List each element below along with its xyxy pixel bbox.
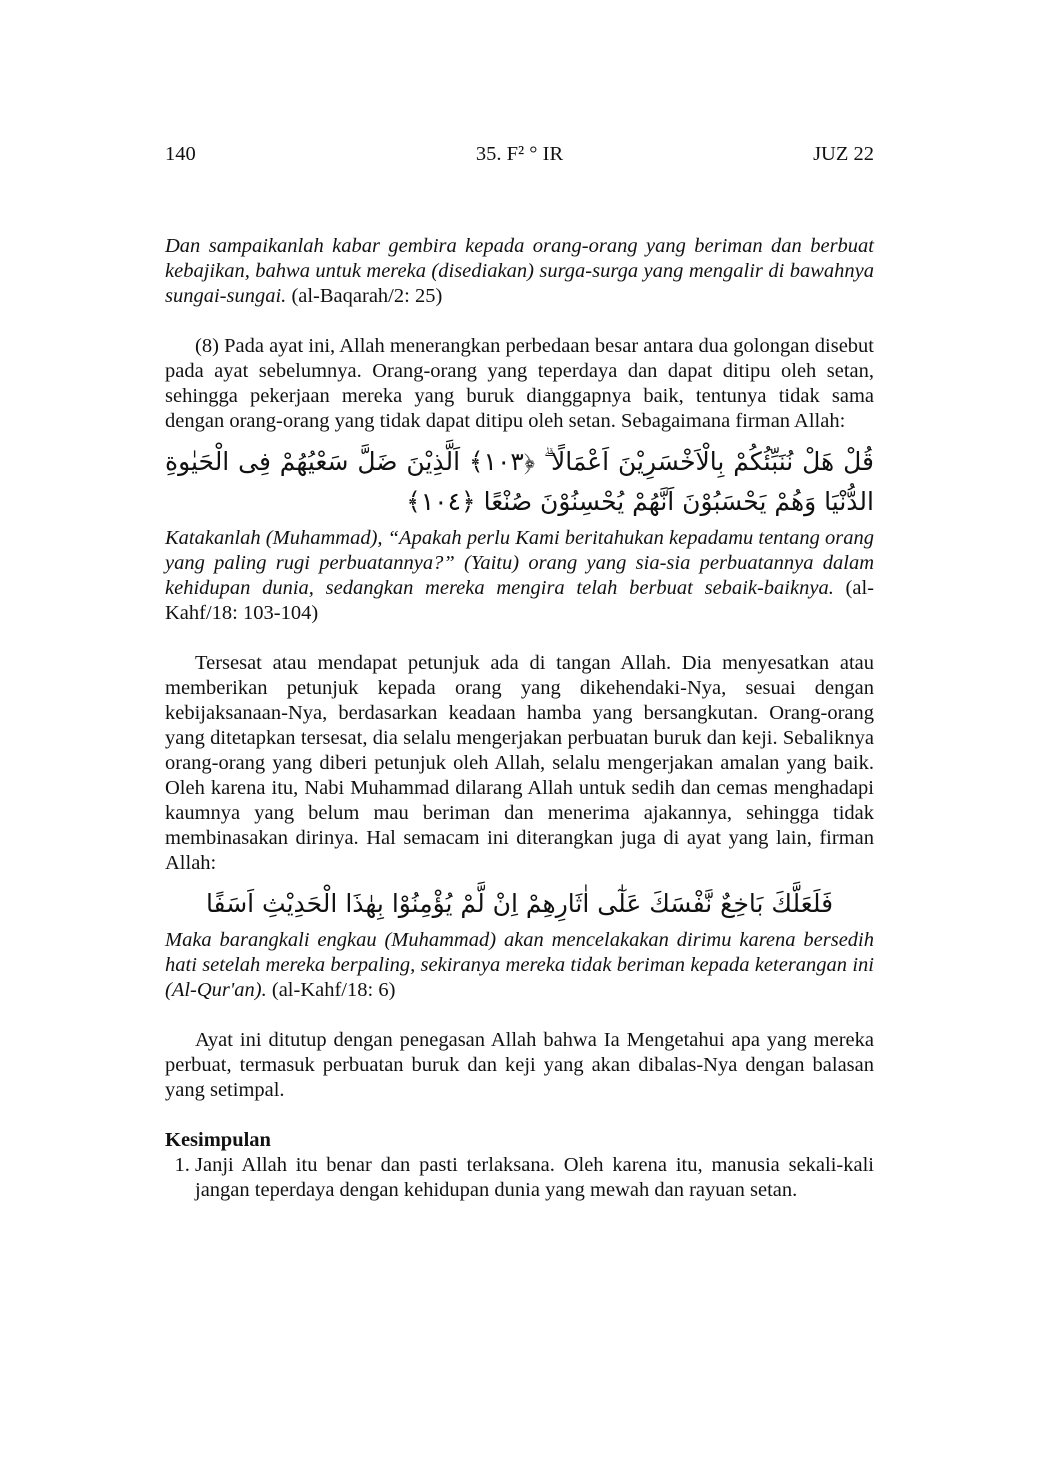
quote-text: Maka barangkali engkau (Muhammad) akan mencelakakan dirimu karena bersedih hati setelah mereka berpaling, sekiranya mereka tidak beriman kepada keterangan ini (Al-Qur'an). bbox=[165, 929, 874, 1001]
paragraph: Tersesat atau mendapat petunjuk ada di tangan Allah. Dia menyesatkan atau memberikan petunjuk kepada orang yang dikehendaki-Nya, sesuai dengan kebijaksanaan-Nya, berdasarkan keadaan hamba yang bersangkutan. Orang-orang yang ditetapkan tersesat, dia selalu mengerjakan perbuatan buruk dan keji. Sebaliknya orang-orang yang diberi petunjuk oleh Allah, selalu mengerjakan amalan yang baik. Oleh karena itu, Nabi Muhammad dilarang Allah untuk sedih dan cemas menghadapi kaumnya yang belum mau beriman dan menerima ajakannya, sehingga tidak membinasakan dirinya. Hal semacam ini diterangkan juga di ayat yang lain, firman Allah: bbox=[165, 652, 874, 874]
conclusion-list bbox=[165, 1153, 874, 1203]
arabic-verse: فَلَعَلَّكَ بَاخِعٌ نَّفْسَكَ عَلٰٓى اٰثَارِهِمْ اِنْ لَّمْ يُؤْمِنُوْا بِهٰذَا الْحَدِيْثِ اَسَفًا bbox=[205, 889, 834, 918]
section-heading: Kesimpulan bbox=[165, 1129, 271, 1151]
translation-quote bbox=[165, 526, 874, 626]
translation-quote bbox=[165, 928, 874, 1003]
quote-text: Katakanlah (Muhammad), “Apakah perlu Kami beritahukan kepadamu tentang orang yang paling rugi perbuatannya?” (Yaitu) orang yang sia-sia perbuatannya dalam kehidupan dunia, sedangkan mereka mengira telah berbuat sebaik-baiknya. bbox=[165, 527, 874, 599]
list-item: 1. Janji Allah itu benar dan pasti terlaksana. Oleh karena itu, manusia sekali-kali jangan teperdaya dengan kehidupan dunia yang mewah dan rayuan setan. bbox=[195, 1153, 874, 1203]
quote-text: Dan sampaikanlah kabar gembira kepada orang-orang yang beriman dan berbuat kebajikan, bahwa untuk mereka (disediakan) surga-surga yang mengalir di bawahnya sungai-sungai. bbox=[165, 235, 874, 307]
quote-reference: (al-Kahf/18: 6) bbox=[266, 979, 396, 1001]
juz-label: JUZ 22 bbox=[813, 143, 874, 165]
page-body bbox=[165, 234, 874, 1203]
translation-quote bbox=[165, 234, 874, 309]
paragraph: Ayat ini ditutup dengan penegasan Allah bahwa Ia Mengetahui apa yang mereka perbuat, termasuk perbuatan buruk dan keji yang akan dibalas-Nya dengan balasan yang setimpal. bbox=[165, 1029, 874, 1101]
arabic-verse: قُلْ هَلْ نُنَبِّئُكُمْ بِالْاَخْسَرِيْنَ اَعْمَالًا ۗ ﴿١٠٣﴾ اَلَّذِيْنَ ضَلَّ سَعْيُهُمْ فِى الْحَيٰوةِ الدُّنْيَا وَهُمْ يَحْسَبُوْنَ اَنَّهُمْ يُحْسِنُوْنَ صُنْعًا ﴿١٠٤﴾ bbox=[165, 447, 874, 516]
page-number: 140 bbox=[165, 143, 196, 165]
quote-reference: (al-Kahf/18: 103-104) bbox=[165, 577, 874, 624]
quote-reference: (al-Baqarah/2: 25) bbox=[286, 285, 443, 307]
paragraph: (8) Pada ayat ini, Allah menerangkan perbedaan besar antara dua golongan disebut pada ayat sebelumnya. Orang-orang yang teperdaya dan dapat ditipu oleh setan, sehingga pekerjaan mereka yang buruk dianggapnya baik, tentunya tidak sama dengan orang-orang yang tidak dapat ditipu oleh setan. Sebagaimana firman Allah: bbox=[165, 335, 874, 432]
running-header bbox=[165, 143, 874, 169]
surah-title: 35. F² ° IR bbox=[475, 143, 564, 165]
